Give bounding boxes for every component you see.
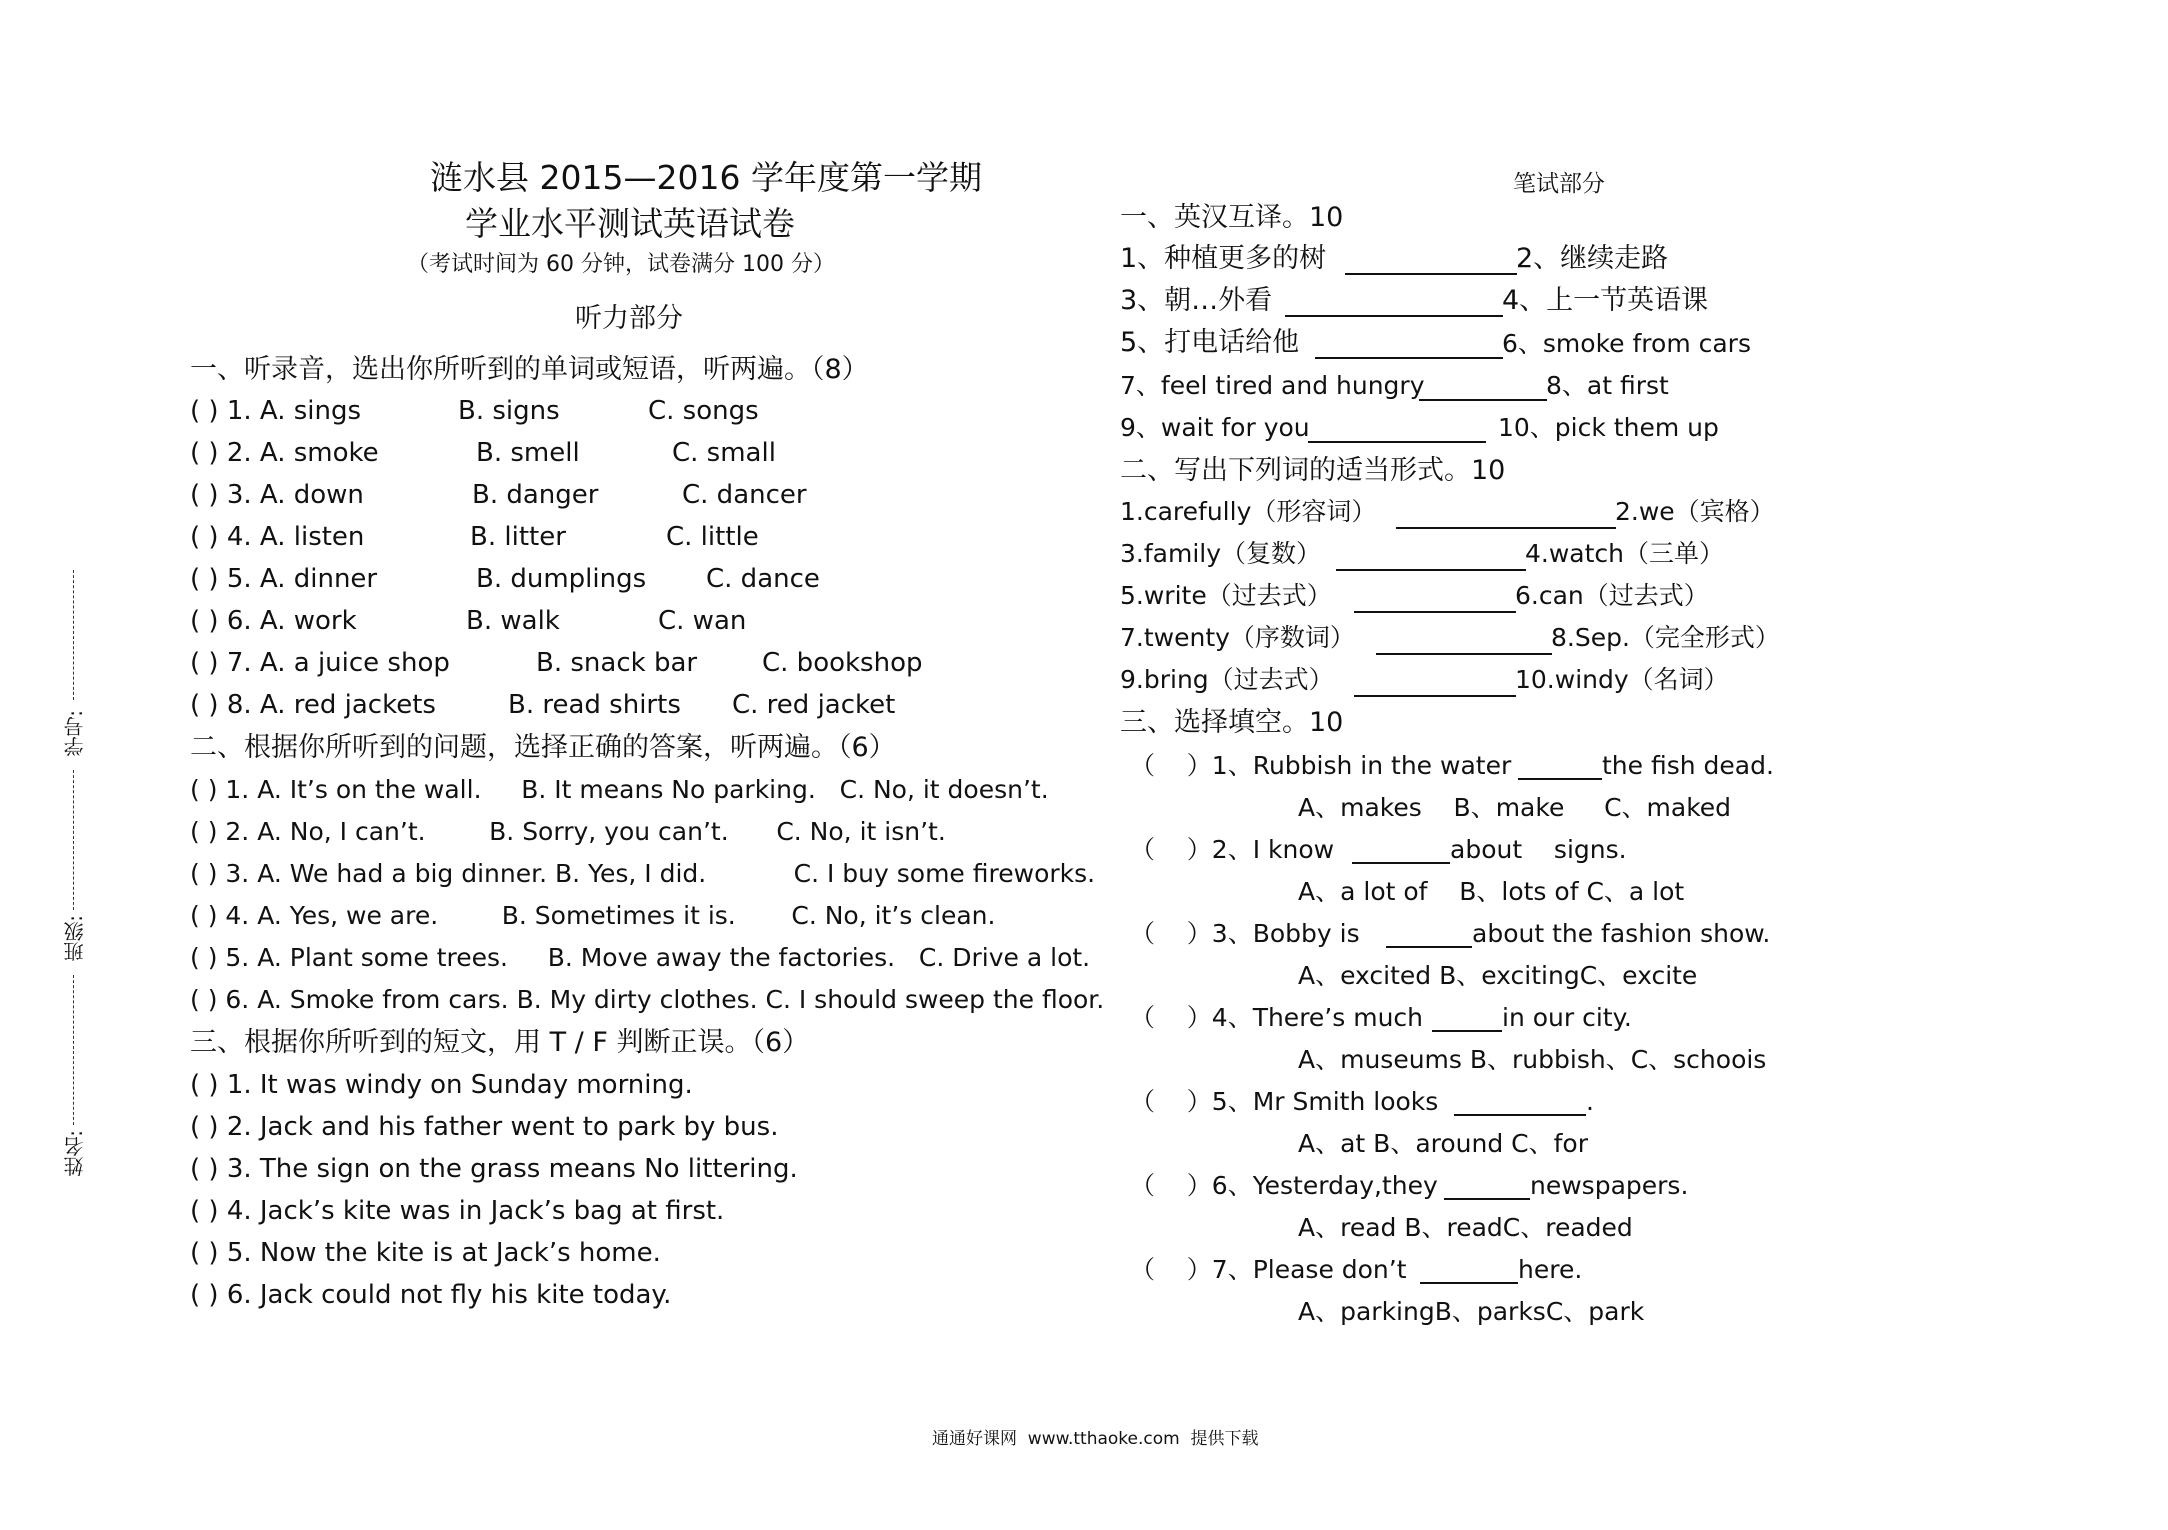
list-item: ( ) 5. A. Plant some trees. B. Move away the factories. C. Drive a lot. <box>190 943 1091 972</box>
question-text: （ ）7、Please don’t <box>1130 1255 1407 1284</box>
listening-section-title: 听力部分 <box>575 303 683 334</box>
option-b: B. walk <box>466 606 560 636</box>
item-number-option-a: ( ) 7. A. a juice shop <box>190 648 450 678</box>
option-c: C. bookshop <box>762 648 923 678</box>
answer-blank[interactable] <box>1454 1113 1586 1116</box>
list-item: ( ) 1. It was windy on Sunday morning. <box>190 1070 693 1100</box>
list-item: ( ) 4. A. Yes, we are. B. Sometimes it is. C. No, it’s clean. <box>190 901 996 930</box>
page-footer: 通通好课网 www.tthaoke.com 提供下载 <box>932 1429 1259 1449</box>
list-item: ( ) 3. A. We had a big dinner. B. Yes, I did. C. I buy some fireworks. <box>190 859 1096 888</box>
option-b: B. signs <box>458 396 560 426</box>
option-b: B. read shirts <box>508 690 681 720</box>
list-item: ( ) 2. A. No, I can’t. B. Sorry, you can’t. C. No, it isn’t. <box>190 817 946 846</box>
answer-blank[interactable] <box>1285 314 1503 317</box>
options-text: A、read B、readC、readed <box>1298 1213 1633 1242</box>
option-b: B. snack bar <box>536 648 698 678</box>
answer-blank[interactable] <box>1386 945 1472 948</box>
answer-blank[interactable] <box>1376 652 1552 655</box>
question-text: （ ）1、Rubbish in the water <box>1130 751 1512 780</box>
option-c: C. dance <box>706 564 820 594</box>
item-a-text: 1.carefully（形容词） <box>1120 497 1377 526</box>
side-dash-line <box>73 975 74 1125</box>
item-b-text: 2.we（宾格） <box>1615 497 1775 526</box>
item-a-text: 9.bring（过去式） <box>1120 665 1334 694</box>
item-number-option-a: ( ) 4. A. listen <box>190 522 365 552</box>
writing-part2-heading: 二、写出下列词的适当形式。10 <box>1120 455 1506 486</box>
item-b-text: 10.windy（名词） <box>1515 665 1729 694</box>
answer-blank[interactable] <box>1354 610 1516 613</box>
item-a-text: 7.twenty（序数词） <box>1120 623 1355 652</box>
item-a-text: 3.family（复数） <box>1120 539 1322 568</box>
side-dash-line <box>73 570 74 700</box>
question-tail: about signs. <box>1450 835 1627 864</box>
item-b-text: 6.can（过去式） <box>1515 581 1709 610</box>
list-item: ( ) 5. Now the kite is at Jack’s home. <box>190 1238 661 1268</box>
writing-part3-heading: 三、选择填空。10 <box>1120 707 1344 738</box>
item-number-option-a: ( ) 6. A. work <box>190 606 357 636</box>
question-tail: the fish dead. <box>1602 751 1774 780</box>
question-tail: newspapers. <box>1530 1171 1689 1200</box>
answer-blank[interactable] <box>1444 1197 1530 1200</box>
question-text: （ ）6、Yesterday,they <box>1130 1171 1438 1200</box>
question-tail: about the fashion show. <box>1472 919 1771 948</box>
item-a-text: 1、种植更多的树 <box>1120 243 1327 274</box>
option-b: B. smell <box>476 438 580 468</box>
item-number-option-a: ( ) 1. A. sings <box>190 396 362 426</box>
option-c: C. dancer <box>682 480 807 510</box>
item-number-option-a: ( ) 5. A. dinner <box>190 564 378 594</box>
item-number-option-a: ( ) 8. A. red jackets <box>190 690 436 720</box>
answer-blank[interactable] <box>1432 1029 1502 1032</box>
listening-part2-heading: 二、根据你所听到的问题，选择正确的答案，听两遍。（6） <box>190 732 896 763</box>
listening-part1-heading: 一、听录音，选出你所听到的单词或短语，听两遍。（8） <box>190 354 869 385</box>
options-text: A、excited B、excitingC、excite <box>1298 961 1698 990</box>
answer-blank[interactable] <box>1308 440 1486 443</box>
item-number-option-a: ( ) 2. A. smoke <box>190 438 379 468</box>
options-text: A、museums B、rubbish、C、schoois <box>1298 1045 1767 1074</box>
item-b-text: 4、上一节英语课 <box>1502 285 1709 316</box>
item-b-text: 8.Sep.（完全形式） <box>1551 623 1780 652</box>
options-text: A、a lot of B、lots of C、a lot <box>1298 877 1685 906</box>
item-b-text: 8、at first <box>1546 371 1669 400</box>
item-a-text: 3、朝…外看 <box>1120 285 1273 316</box>
question-tail: in our city. <box>1502 1003 1632 1032</box>
side-label-banji: 班级: <box>63 915 87 962</box>
answer-blank[interactable] <box>1354 694 1516 697</box>
answer-blank[interactable] <box>1518 777 1602 780</box>
options-text: A、makes B、make C、maked <box>1298 793 1732 822</box>
answer-blank[interactable] <box>1336 568 1526 571</box>
list-item: ( ) 1. A. It’s on the wall. B. It means No parking. C. No, it doesn’t. <box>190 775 1049 804</box>
item-b-text: 10、pick them up <box>1498 413 1719 442</box>
writing-section-title: 笔试部分 <box>1513 171 1605 197</box>
answer-blank[interactable] <box>1352 861 1450 864</box>
side-dash-line <box>73 770 74 910</box>
question-tail: . <box>1586 1087 1594 1116</box>
item-number-option-a: ( ) 3. A. down <box>190 480 364 510</box>
item-a-text: 9、wait for you <box>1120 413 1310 442</box>
list-item: ( ) 2. Jack and his father went to park by bus. <box>190 1112 779 1142</box>
option-b: B. danger <box>472 480 599 510</box>
question-text: （ ）3、Bobby is <box>1130 919 1368 948</box>
answer-blank[interactable] <box>1396 526 1616 529</box>
option-c: C. red jacket <box>732 690 896 720</box>
option-c: C. little <box>666 522 759 552</box>
answer-blank[interactable] <box>1345 272 1517 275</box>
answer-blank[interactable] <box>1419 398 1547 401</box>
item-a-text: 5.write（过去式） <box>1120 581 1332 610</box>
option-b: B. litter <box>470 522 566 552</box>
question-text: （ ）5、Mr Smith looks <box>1130 1087 1439 1116</box>
item-a-text: 7、feel tired and hungry <box>1120 371 1425 400</box>
list-item: ( ) 6. A. Smoke from cars. B. My dirty clothes. C. I should sweep the floor. <box>190 985 1105 1014</box>
side-label-xingming: 姓名: <box>63 1130 87 1177</box>
answer-blank[interactable] <box>1420 1281 1518 1284</box>
option-c: C. small <box>672 438 776 468</box>
option-b: B. dumplings <box>476 564 647 594</box>
question-text: （ ）2、I know <box>1130 835 1335 864</box>
exam-title-line1: 涟水县 2015—2016 学年度第一学期 <box>430 158 982 197</box>
list-item: ( ) 6. Jack could not fly his kite today. <box>190 1280 672 1310</box>
option-c: C. songs <box>648 396 759 426</box>
writing-part1-heading: 一、英汉互译。10 <box>1120 202 1344 233</box>
side-label-xuehao: 学号: <box>63 710 87 757</box>
list-item: ( ) 4. Jack’s kite was in Jack’s bag at first. <box>190 1196 725 1226</box>
options-text: A、at B、around C、for <box>1298 1129 1589 1158</box>
question-tail: here. <box>1518 1255 1583 1284</box>
exam-title-line2: 学业水平测试英语试卷 <box>465 204 795 243</box>
item-b-text: 6、smoke from cars <box>1502 329 1751 358</box>
listening-part3-heading: 三、根据你所听到的短文，用 T / F 判断正误。（6） <box>190 1027 810 1058</box>
item-b-text: 2、继续走路 <box>1516 243 1669 274</box>
answer-blank[interactable] <box>1315 356 1503 359</box>
options-text: A、parkingB、parksC、park <box>1298 1297 1645 1326</box>
question-text: （ ）4、There’s much <box>1130 1003 1424 1032</box>
option-c: C. wan <box>658 606 747 636</box>
exam-note: （考试时间为 60 分钟，试卷满分 100 分） <box>407 252 835 277</box>
item-a-text: 5、打电话给他 <box>1120 327 1300 358</box>
item-b-text: 4.watch（三单） <box>1525 539 1725 568</box>
list-item: ( ) 3. The sign on the grass means No littering. <box>190 1154 798 1184</box>
